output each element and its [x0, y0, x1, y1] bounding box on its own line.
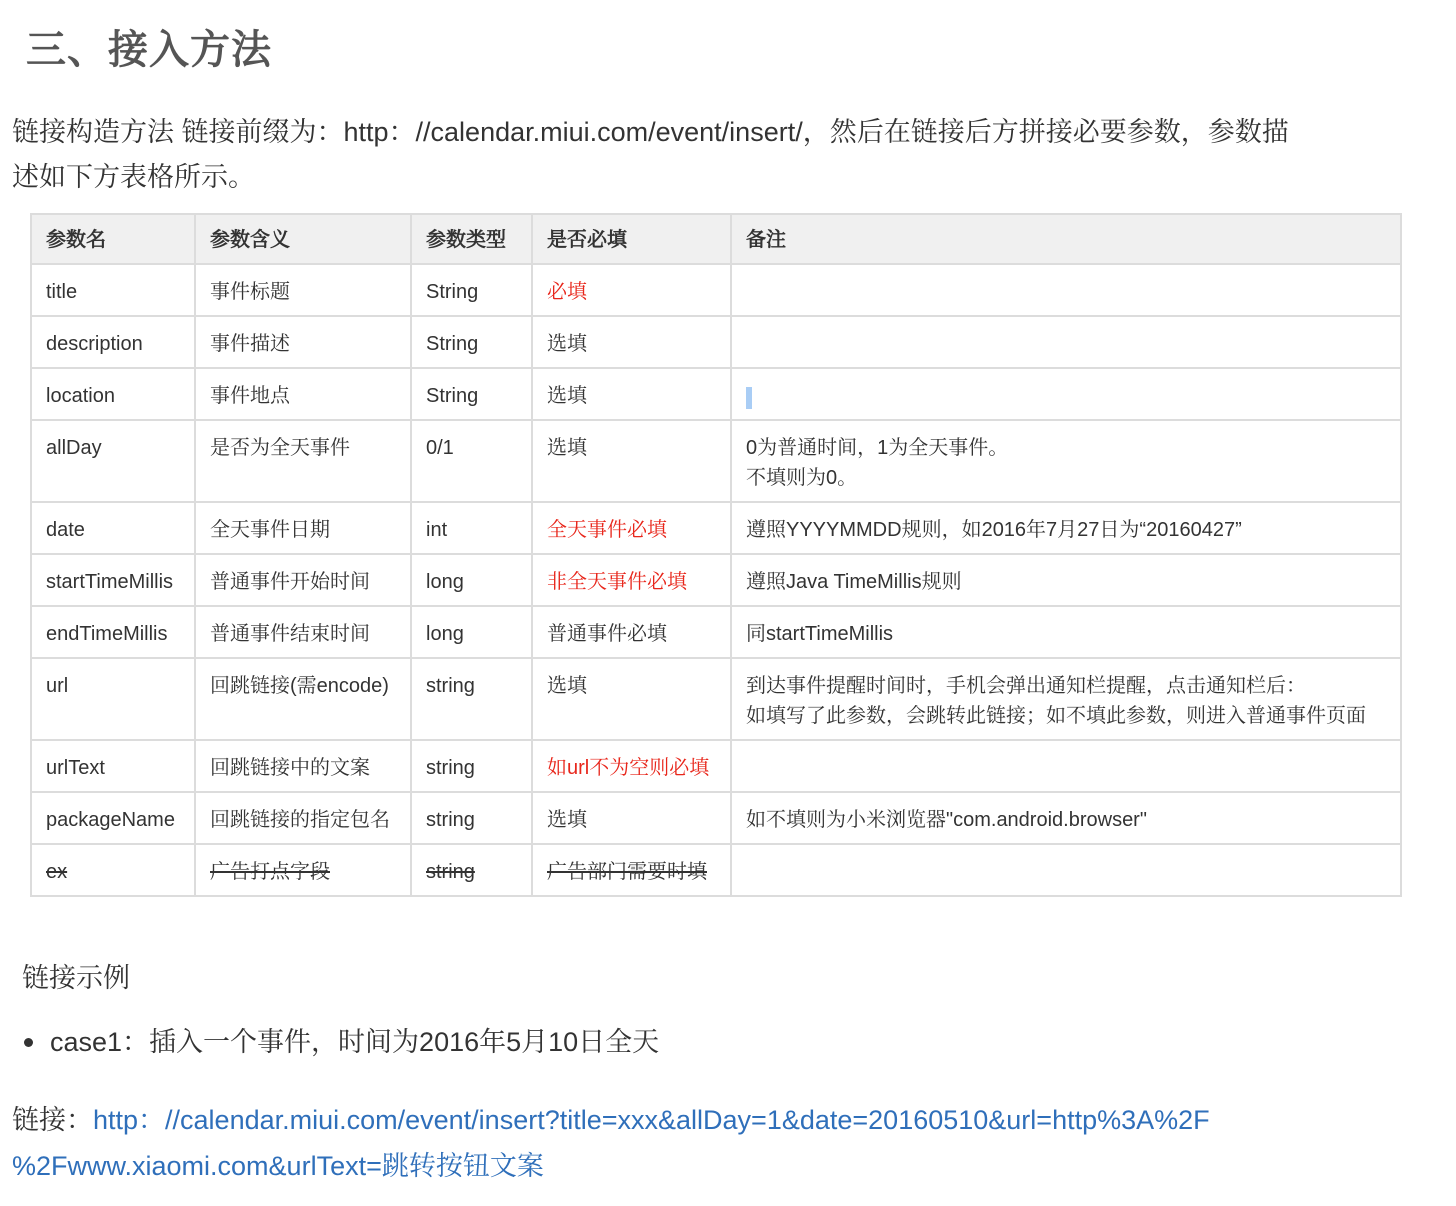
cell-param-meaning: 事件描述 — [195, 316, 411, 368]
cell-param-meaning: 回跳链接中的文案 — [195, 740, 411, 792]
cell-param-name: ex — [31, 844, 195, 896]
cell-param-type: string — [411, 658, 532, 740]
cell-param-type: String — [411, 316, 532, 368]
cell-param-type: 0/1 — [411, 420, 532, 502]
cell-required: 如url不为空则必填 — [532, 740, 731, 792]
section-heading: 三、接入方法 — [26, 28, 272, 72]
cell-note — [731, 658, 1401, 740]
table-row — [31, 264, 1401, 316]
cell-required: 选填 — [532, 792, 731, 844]
cell-note: 遵照Java TimeMillis规则 — [731, 554, 1401, 606]
cell-param-meaning: 事件地点 — [195, 368, 411, 420]
table-row — [31, 554, 1401, 606]
example-link-continued[interactable]: %2Fwww.xiaomi.com&urlText=跳转按钮文案 — [12, 1151, 544, 1181]
cell-param-name: url — [31, 658, 195, 740]
cell-param-type: String — [411, 368, 532, 420]
cell-required: 选填 — [532, 368, 731, 420]
cell-required: 非全天事件必填 — [532, 554, 731, 606]
cell-param-meaning: 全天事件日期 — [195, 502, 411, 554]
table-row — [31, 368, 1401, 420]
cell-note — [731, 740, 1401, 792]
intro-paragraph — [12, 110, 1432, 200]
table-row-deprecated — [31, 844, 1401, 896]
case-list — [20, 1020, 659, 1064]
intro-line-2: 述如下方表格所示。 — [12, 162, 255, 192]
cell-param-name: location — [31, 368, 195, 420]
cell-required: 广告部门需要时填 — [532, 844, 731, 896]
cell-param-type: long — [411, 554, 532, 606]
cell-param-meaning: 普通事件结束时间 — [195, 606, 411, 658]
table-row — [31, 658, 1401, 740]
cell-note — [731, 264, 1401, 316]
link-line-1 — [12, 1097, 1432, 1143]
cell-param-name: title — [31, 264, 195, 316]
cell-param-meaning: 回跳链接(需encode) — [195, 658, 411, 740]
cell-param-meaning: 事件标题 — [195, 264, 411, 316]
link-line-2 — [12, 1143, 1432, 1189]
cell-note[interactable] — [731, 368, 1401, 420]
header-required: 是否必填 — [532, 214, 731, 264]
example-link-paragraph — [12, 1097, 1432, 1189]
cell-param-type: int — [411, 502, 532, 554]
cell-param-name: endTimeMillis — [31, 606, 195, 658]
cell-param-type: long — [411, 606, 532, 658]
header-param-meaning: 参数含义 — [195, 214, 411, 264]
cell-note: 同startTimeMillis — [731, 606, 1401, 658]
cell-note — [731, 844, 1401, 896]
note-line: 到达事件提醒时间时，手机会弹出通知栏提醒，点击通知栏后： — [746, 675, 1306, 697]
table-row — [31, 792, 1401, 844]
example-link[interactable]: http：//calendar.miui.com/event/insert?title=xxx&allDay=1&date=20160510&url=http%3A%2F — [93, 1105, 1210, 1135]
cell-required: 普通事件必填 — [532, 606, 731, 658]
header-note: 备注 — [731, 214, 1401, 264]
cell-required: 选填 — [532, 658, 731, 740]
bullet-icon — [24, 1038, 33, 1047]
cell-param-name: urlText — [31, 740, 195, 792]
note-line: 不填则为0。 — [746, 467, 858, 489]
cell-param-name: description — [31, 316, 195, 368]
table-row — [31, 606, 1401, 658]
cell-param-type: string — [411, 740, 532, 792]
note-line: 0为普通时间，1为全天事件。 — [746, 437, 1009, 459]
header-param-name: 参数名 — [31, 214, 195, 264]
cell-note — [731, 420, 1401, 502]
cell-note: 遵照YYYYMMDD规则，如2016年7月27日为“20160427” — [731, 502, 1401, 554]
cell-required: 选填 — [532, 316, 731, 368]
intro-line-1: 链接构造方法 链接前缀为：http：//calendar.miui.com/event/insert/，然后在链接后方拼接必要参数，参数描 — [12, 117, 1289, 147]
text-cursor-icon — [746, 387, 752, 409]
table-row — [31, 420, 1401, 502]
case-text: case1：插入一个事件，时间为2016年5月10日全天 — [50, 1027, 660, 1057]
parameter-table — [30, 213, 1402, 897]
cell-note — [731, 316, 1401, 368]
cell-param-name: date — [31, 502, 195, 554]
table-header-row — [31, 214, 1401, 264]
link-label: 链接： — [12, 1105, 93, 1135]
cell-param-name: packageName — [31, 792, 195, 844]
example-title: 链接示例 — [22, 963, 130, 993]
cell-param-meaning: 广告打点字段 — [195, 844, 411, 896]
cell-param-type: String — [411, 264, 532, 316]
cell-required: 必填 — [532, 264, 731, 316]
table-row — [31, 502, 1401, 554]
table-row — [31, 740, 1401, 792]
cell-required: 全天事件必填 — [532, 502, 731, 554]
header-param-type: 参数类型 — [411, 214, 532, 264]
cell-param-meaning: 普通事件开始时间 — [195, 554, 411, 606]
cell-note: 如不填则为小米浏览器"com.android.browser" — [731, 792, 1401, 844]
list-item — [20, 1020, 659, 1064]
cell-required: 选填 — [532, 420, 731, 502]
cell-param-name: startTimeMillis — [31, 554, 195, 606]
cell-param-meaning: 回跳链接的指定包名 — [195, 792, 411, 844]
cell-param-meaning: 是否为全天事件 — [195, 420, 411, 502]
cell-param-name: allDay — [31, 420, 195, 502]
cell-param-type: string — [411, 792, 532, 844]
note-line: 如填写了此参数，会跳转此链接；如不填此参数，则进入普通事件页面 — [746, 705, 1366, 727]
table-row — [31, 316, 1401, 368]
cell-param-type: string — [411, 844, 532, 896]
